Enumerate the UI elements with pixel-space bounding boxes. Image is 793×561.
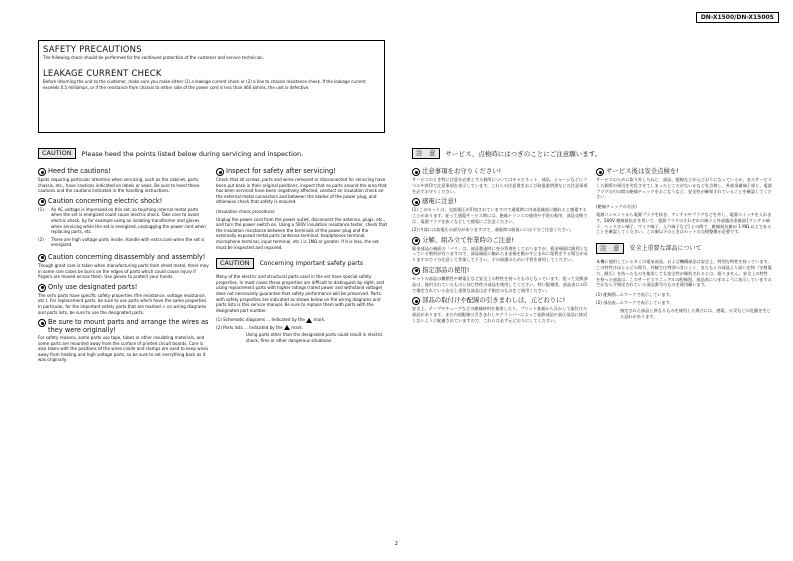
insulation-title: (Insulation check procedure) [216, 208, 275, 214]
jp-check-text: 電源コンセントから電源プラグを抜き、アンテナやプラグなどを外し、電源スイッチを入れます。500V 絶縁抵抗計を用いて、電源プラグのそれぞれの端子と外部露出金属部 [アンテナ端子、ヘッドホン端子、マイク端子、入力端子など] との間で、絶縁抵抗値が 1 MΩ 以上であることを確認してください。この値以下のときはセットの点検整備が必要です。 [596, 211, 772, 235]
bullet-icon [38, 284, 46, 292]
mount-title: Be sure to mount parts and arrange the wires as they were originally! [48, 318, 209, 335]
jp-text-1: サービスのとき特に注意を必要とする個所についてはキャビネット、部品、シャーシなどにラベルや捺印で注意事項を表示しています。これらの注意書きおよび取扱説明書などの注意事項を必ずお守りください。 [412, 177, 588, 194]
jp-text-6: サービスのために取り外したねじ、部品、配線などが元どおりになっているか、またサービスした個所の周辺を劣化させてしまったところがないかなどを点検し、外部金属端子部と、電源プラグの刃の間の絶縁チェックをおこなうなど、安全性が確保されていることを確認してください。 [596, 177, 772, 200]
jp-text-2b: (2) 内部には高電圧の部分がありますので、通電時の取扱いには十分ご注意ください。 [412, 226, 575, 232]
bullet-icon [38, 254, 46, 262]
bullet-icon [412, 297, 420, 305]
jp-text-4: セットの部品は難燃性や耐電圧など安全上の特性を持ったものとなっています。従って交換部品は、使用されていたものと同じ特性の部品を使用してください。特に配線図、部品表に⚠印で指定されている安全上重要な部品は必ず指定のものをご使用ください。 [412, 275, 588, 293]
disassembly-text: Though great care is taken when manufacturing parts from sheet metal, there may in some rare cases be burrs on the edges of parts which could cause injury if fingers are moved across them. Use gloves to protect your hands. [38, 262, 209, 280]
column-4 [596, 164, 772, 321]
jp-title-1: 注意事項をお守りください! [422, 167, 502, 175]
page-number: 2 [394, 541, 399, 547]
jp-title-2: 感電に注意! [422, 197, 457, 206]
disassembly-title: Caution concerning disassembly and assembly! [48, 252, 206, 261]
jp-caution-badge: 注 意 [412, 148, 440, 159]
jp-text-3: 板金部品の端面の「バリ」は、部品製造時に充分管理をしておりますが、板金端面は鋭利となっている箇所が有りますので、部品端面に触れたまま指を動かすとまれに怪我をする場合がありますので十分注意して作業して下さい。手の保護のために手袋を着用してください。 [412, 245, 588, 263]
heed-text: Spots requiring particular attention when servicing, such as the cabinet, parts, chassis, etc., have cautions indicated on labels or seals. Be sure to heed these cautions and the cautions indicated in the handling instructions. [38, 177, 200, 194]
item-number: (2) [38, 236, 44, 242]
jp-parts-text: 本機に使用している多くの電気部品、および機構部品は安全上、特別な特性を持っています。この特性はほとんどの場合、外観では判別つきにくく、またもとの部品より高い定格（定格電力、耐圧）を持ったものを使用しても安全性が維持されるとは、限りません。安全上の特性を持った部品は、このサービスマニュアルの配線図、部品表につぎのように表示していますのでかならず指定されている部品番号のものを使用願います。 [596, 259, 772, 288]
bullet-icon [216, 168, 224, 176]
inspect-title: Inspect for safety after servicing! [226, 167, 336, 175]
jp-title-6: サービス後は安全点検を! [606, 167, 679, 175]
bullet-icon [38, 168, 46, 176]
jp-warning-text: 指定された部品と異なるものを使用した場合には、感電、火災などの危険を生じる恐れがあります。 [620, 307, 771, 319]
other-parts-text: Using parts other than the designated parts could result in electric shock, fires or other dangerous situations. [246, 332, 383, 344]
caution-badge: CAUTION [216, 258, 254, 269]
designated-text: The set's parts have specific safety properties (fire resistance, voltage resistance, etc.). For replacement parts, be sure to use parts which have the same properties. In particular, for the important safety parts that are marked ⚠ on wiring diagrams and parts lists, be sure to use the designated parts. [38, 292, 208, 315]
insulation-text: Unplug the power cord from the power outlet, disconnect the antenna, plugs, etc., and turn the power switch on. Using a 500V insulation resistance tester, check that the insulation resistance between the terminals of the power plug and the externally exposed metal parts (antenna terminal, headphones terminal, microphone terminal, input terminal, etc.) is 1MΩ or greater. If it is less, the set must be inspected and repaired. [216, 216, 388, 250]
parts-text: Many of the electric and structural parts used in the set have special safety properties. In most cases these properties are difficult to distinguish by sight, and using replacement parts with higher ratings (rated power and withstand voltage) does not necessarily guarantee that safety performance will be preserved. Parts with safety properties are indicated as shown below on the wiring diagrams and parts lists is this service manual. Be sure to replace them with parts with the designated part number. [216, 274, 385, 313]
shock-text-2: There are high voltage parts inside. Handle with extra care when the set is energized. [51, 236, 205, 248]
item-number: (1) [38, 206, 44, 212]
warning-triangle-icon [306, 318, 312, 323]
leakage-title: LEAKAGE CURRENT CHECK [43, 69, 162, 79]
schematic-line: (1) Schematic diagrams ... Indicated by the mark. [216, 317, 326, 323]
leakage-text: Before returning the unit to the customer, make sure you make either (1) a leakage current check or (2) a line to chassis resistance check. If the leakage current exceeds 0.5 milliamps, or if the resistance from chassis to either side of the power cord is less than 460 kohms, the unit is defective. [43, 79, 366, 90]
jp-text-5: 安全上、テープやチューブなどの絶縁材料を使用したり、プリント基板から浮かして取付けた部品があります。また内部配線は引きまわしやクランパーによって発熱部品や高圧部品に接近しないように配慮されていますので、これらは必ず元どおりにしてください。 [412, 306, 588, 323]
jp-safety-parts-text: 安全上重要な部品について [629, 244, 702, 252]
inspect-text: Check that all screws, parts and wires removed or disconnected for servicing have been put back in their original positions, inspect that no parts around the area that has been serviced have been negatively affected, conduct an insulation check on the external metal connectors and between the blades of the power plug, and otherwise check that safety is ensured. [216, 177, 387, 205]
bullet-icon [38, 198, 46, 206]
jp-caution-bar-text: サービス、点検時にはつぎのことにご注意願います。 [445, 150, 602, 158]
column-3 [412, 164, 588, 326]
bullet-icon [412, 237, 420, 245]
parts-list-line: (2) Parts lists ... Indicated by the mark. [216, 324, 304, 330]
jp-title-3: 分解、組み立て作業時のご注意! [422, 235, 515, 244]
caution-badge: CAUTION [38, 148, 76, 159]
caution-bar-text: Please heed the points listed below during servicing and inspection. [81, 149, 304, 158]
column-2 [216, 164, 388, 346]
jp-safety-parts-bar [596, 243, 772, 254]
shock-title: Caution concerning electric shock! [48, 196, 163, 205]
shock-text-1: An AC voltage is impressed on this set, so touching internal metal parts when the set is energized could cause electric shock. Take care to avoid electric shock, by for example using an isolating transformer and gloves when servicing while the set is energized, unplugging the power cord when replacing parts, etc. [51, 206, 206, 235]
safety-subtitle: The following check should be performed for the continued protection of the customer and service technician. [43, 55, 264, 60]
column-1 [38, 164, 210, 365]
bullet-icon [412, 168, 420, 176]
jp-title-4: 指定部品の使用! [422, 265, 470, 274]
jp-check-title: (絶縁チェックの方法) [596, 204, 637, 210]
jp-caution-bar [412, 148, 772, 159]
jp-item-1: (1) 配線図…⚠マークで表示しています。 [596, 292, 674, 298]
bullet-icon [412, 267, 420, 275]
mount-text: For safety reasons, some parts use tape, tubes or other insulating materials, and some parts are mounted away from the surface of printed circuit boards. Care is also taken with the positions of the wires inside and clamps are used to keep wires away from heating and high voltage parts, so be sure to set everything back as it was originally. [38, 335, 209, 363]
jp-caution-badge: 注 意 [596, 243, 624, 254]
jp-title-5: 部品の取付けや配線の引きまわしは、元どおりに! [422, 296, 566, 305]
caution-parts-bar [216, 258, 388, 269]
safety-precautions-box [38, 40, 385, 133]
safety-title: SAFETY PRECAUTIONS [43, 45, 142, 55]
designated-title: Only use designated parts! [48, 282, 138, 291]
warning-triangle-icon [284, 325, 290, 330]
bullet-icon [412, 198, 420, 206]
model-label: DN-X1500/DN-X1500S [696, 12, 779, 23]
bullet-icon [596, 168, 604, 176]
caution-bar [38, 148, 398, 159]
jp-text-2a: (1) このセットは、交流電圧が印加されていますので通電時に内部金属部に触れると感電することがあります。従って通電サービス時には、絶縁トランスの使用や手袋の着用、部品交換では、電源プラグを抜くなどして感電にご注意ください。 [412, 207, 588, 224]
bullet-icon [38, 319, 46, 327]
jp-item-2: (2) 部品表…⚠マークで表示しています。 [596, 299, 674, 305]
heed-title: Heed the cautions! [48, 167, 111, 175]
caution-parts-text: Concerning important safety parts [259, 259, 364, 267]
